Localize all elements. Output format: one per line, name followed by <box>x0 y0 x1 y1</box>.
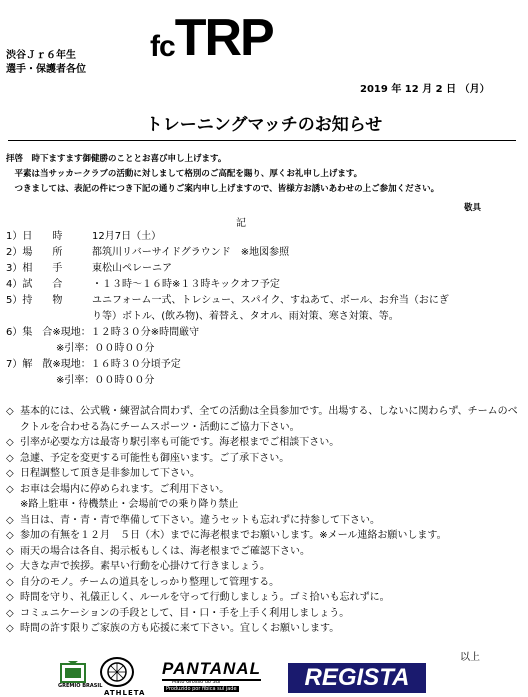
item-value: ユニフォーム一式、トレシュー、スパイク、すねあて、ボール、お弁当（おにぎ <box>92 295 449 306</box>
diamond-icon: ◇ <box>6 483 14 495</box>
notes-list <box>6 404 518 637</box>
sponsor-bar <box>0 655 528 697</box>
item-place <box>6 246 289 260</box>
gremio-logo-text: GREMIO BRASIL <box>58 683 103 689</box>
item-dismiss-escort: ※引率：００時００分 <box>6 375 155 386</box>
diamond-icon: ◇ <box>6 468 14 479</box>
document-date: 2019 年 12 月 2 日 （月） <box>360 84 490 95</box>
item-label: 2）場 所 <box>6 247 63 258</box>
athleta-logo-icon <box>100 657 134 687</box>
list-item: ◇ 参加の有無を１２月 ５日（木）までに海老根までお願いします。※メール連絡お願いします。 <box>6 528 518 544</box>
ki-heading: 記 <box>236 218 246 229</box>
item-value: ・１３時～１６時※１３時キックオフ予定 <box>92 279 280 290</box>
logo-fc: fc <box>150 30 175 63</box>
addressee-parents: 選手・保護者各位 <box>6 64 86 75</box>
list-item: ◇ 当日は、青・青・青で準備して下さい。違うセットも忘れずに持参して下さい。 <box>6 513 518 529</box>
list-item: ◇ 時間を守り、礼儀正しく、ルールを守って行動しましょう。ゴミ拾いも忘れずに。 <box>6 590 518 606</box>
pantanal-logo: PANTANAL <box>162 659 261 681</box>
closing-ijo: 以上 <box>460 652 480 663</box>
item-value: 東松山ペレーニア <box>92 263 172 274</box>
athleta-logo-text: ATHLETA <box>104 689 146 697</box>
list-item: ◇ 時間の許す限りご家族の方も応援に来て下さい。宜しくお願いします。 <box>6 621 518 637</box>
item-label: 1）日 時 <box>6 231 63 242</box>
diamond-icon: ◇ <box>6 530 14 541</box>
logo-trp: TRP <box>174 9 273 67</box>
list-item-note: ※路上駐車・待機禁止・会場前での乗り降り禁止 <box>20 499 239 510</box>
item-dismiss: 7）解 散※現地：１６時３０分頃予定 <box>6 359 181 370</box>
item-value: 12月7日（土） <box>92 231 162 242</box>
gremio-logo-icon <box>60 661 86 683</box>
diamond-icon: ◇ <box>6 437 14 448</box>
pantanal-subtitle: Mato Grosso do Sul <box>172 679 221 685</box>
list-item: ◇ 自分のモノ。チームの道具をしっかり整理して管理する。 <box>6 575 518 591</box>
list-item: ◇ 大きな声で挨拶。素早い行動を心掛けて行きましょう。 <box>6 559 518 575</box>
item-match <box>6 278 280 292</box>
club-logo <box>150 9 273 67</box>
greeting-line-3: つきましては、表記の件につき下記の通りご案内申し上げますので、皆様方お誘いあわせの上ご参加ください。 <box>6 184 440 194</box>
item-belongings-cont <box>6 310 399 324</box>
diamond-icon: ◇ <box>6 623 14 634</box>
page-title: トレーニングマッチのお知らせ <box>145 115 383 135</box>
pantanal-tagline: Produzido por fibica sul jade <box>166 686 237 692</box>
item-value: り等）ボトル、(飲み物)、着替え、タオル、雨対策、寒さ対策、等。 <box>92 311 399 322</box>
diamond-icon: ◇ <box>6 452 14 464</box>
diamond-icon: ◇ <box>6 545 14 557</box>
greeting-line-1: 拝啓 時下ますます御健勝のこととお喜び申し上げます。 <box>6 154 227 164</box>
list-item: ◇ 日程調整して頂き是非参加して下さい。 <box>6 466 518 482</box>
item-belongings <box>6 294 449 308</box>
closing-keigu: 敬具 <box>464 203 482 213</box>
item-label: 3）相 手 <box>6 263 63 274</box>
item-label: 5）持 物 <box>6 295 63 306</box>
diamond-icon: ◇ <box>6 561 14 572</box>
diamond-icon: ◇ <box>6 514 14 526</box>
title-divider <box>8 140 516 141</box>
list-item: ◇ 雨天の場合は各自、掲示板もしくは、海老根までご確認下さい。 <box>6 544 518 560</box>
item-datetime <box>6 230 161 244</box>
list-item: ◇ コミュニケーションの手段として、目・口・手を上手く利用しましょう。 <box>6 606 518 622</box>
list-item: ◇ 引率が必要な方は最寄り駅引率も可能です。海老根までご相談下さい。 <box>6 435 518 451</box>
diamond-icon: ◇ <box>6 576 14 588</box>
item-gather-escort: ※引率：００時００分 <box>6 343 155 354</box>
regista-logo: REGISTA <box>288 663 426 693</box>
list-item: ◇ 急遽、予定を変更する可能性も御座います。ご了承下さい。 <box>6 451 518 467</box>
diamond-icon: ◇ <box>6 607 14 619</box>
addressee-team: 渋谷Ｊｒ６年生 <box>6 50 76 61</box>
item-opponent <box>6 262 172 276</box>
item-label: 4）試 合 <box>6 279 63 290</box>
diamond-icon: ◇ <box>6 406 14 417</box>
diamond-icon: ◇ <box>6 592 14 603</box>
item-value: 都筑川リバーサイドグラウンド ※地図参照 <box>92 247 290 258</box>
greeting-line-2: 平素は当サッカークラブの活動に対しまして格別のご高配を賜り、厚くお礼申し上げます。 <box>6 169 363 179</box>
item-gather: 6）集 合※現地：１２時３０分※時間厳守 <box>6 327 200 338</box>
list-item: ◇ 基本的には、公式戦・練習試合問わず、全ての活動は全員参加です。出場する、しないに関わらず、チームのベクトルを合わせる為にチームスポーツ・活動にご協力下さい。 <box>6 404 518 435</box>
list-item: ◇ お車は会場内に停められます。ご利用下さい。 <box>6 482 518 498</box>
